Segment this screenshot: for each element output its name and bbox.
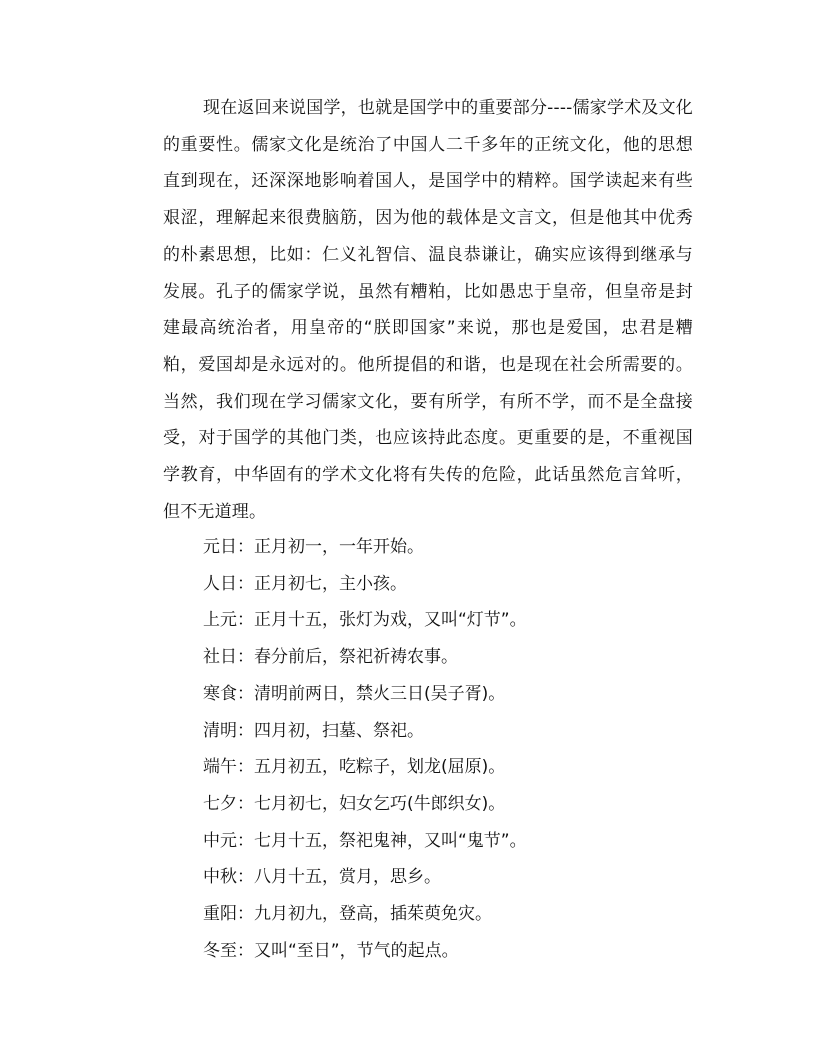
festival-item: 中元：七月十五，祭祀鬼神，又叫“鬼节”。 xyxy=(203,830,527,851)
festival-list xyxy=(203,529,527,969)
festival-item: 清明：四月初，扫墓、祭祀。 xyxy=(203,720,424,741)
festival-item: 社日：春分前后，祭祀祈祷农事。 xyxy=(203,647,458,668)
festival-item: 冬至：又叫“至日”，节气的起点。 xyxy=(203,940,459,961)
festival-item: 中秋：八月十五，赏月，思乡。 xyxy=(203,867,441,888)
festival-item: 元日：正月初一，一年开始。 xyxy=(203,537,424,557)
festival-item: 重阳：九月初九，登高，插茱萸免灾。 xyxy=(203,904,492,925)
festival-item: 七夕：七月初七，妇女乞巧(牛郎织女)。 xyxy=(203,793,506,814)
festival-item: 寒食：清明前两日，禁火三日(吴子胥)。 xyxy=(203,683,506,704)
body-paragraph: 现在返回来说国学，也就是国学中的重要部分----儒家学术及文化的重要性。儒家文化是统治了中国人二千多年的正统文化，他的思想直到现在，还深深地影响着国人，是国学中的精粹。国学读起来有些艰涩，理解起来很费脑筋，因为他的载体是文言文，但是他其中优秀的朴素思想，比如：仁义礼智信、温良恭谦让，确实应该得到继承与发展。孔子的儒家学说，虽然有糟粕，比如愚忠于皇帝，但皇帝是封建最高统治者，用皇帝的“朕即国家”来说，那也是爱国，忠君是糟粕，爱国却是永远对的。他所提倡的和谐，也是现在社会所需要的。当然，我们现在学习儒家文化，要有所学，有所不学，而不是全盘接受，对于国学的其他门类，也应该持此态度。更重要的是，不重视国学教育，中华固有的学术文化将有失传的危险，此话虽然危言耸听，但不无道理。 xyxy=(163,98,693,522)
festival-item: 人日：正月初七，主小孩。 xyxy=(203,573,407,594)
festival-item: 上元：正月十五，张灯为戏，又叫“灯节”。 xyxy=(203,610,527,631)
festival-item: 端午：五月初五，吃粽子，划龙(屈原)。 xyxy=(203,757,506,778)
